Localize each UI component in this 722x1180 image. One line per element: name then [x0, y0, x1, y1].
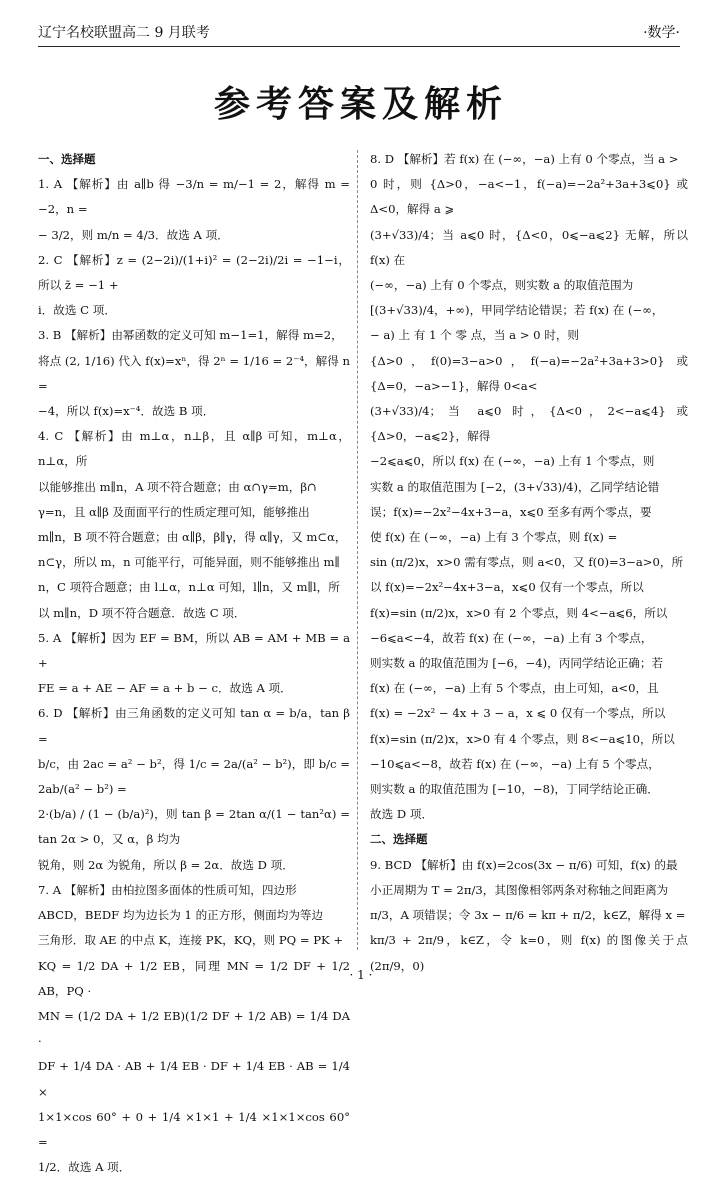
solution-line: 1×1×cos 60° + 0 + 1/4 ×1×1 + 1/4 ×1×1×cos 60° = — [38, 1109, 350, 1149]
solution-line: kπ/3 + 2π/9，k∈Z，令 k=0，则 f(x) 的图像关于点 (2π/9，0) — [370, 933, 688, 973]
solution-line: 9. BCD 【解析】由 f(x)=2cos(3x − π/6) 可知，f(x) 的最 — [370, 857, 678, 872]
solution-line: 则实数 a 的取值范围为 [−10，−8)，丁同学结论正确． — [370, 782, 659, 797]
solution-line: 实数 a 的取值范围为 [−2，(3+√33)/4)，乙同学结论错 — [370, 479, 660, 494]
solution-line: (3+√33)/4；当 a⩽0 时，{Δ<0，0⩽−a⩽2} 无解，所以 f(x) 在 — [370, 227, 688, 267]
solution-line: n，C 项符合题意；由 l⊥α，n⊥α 可知，l∥n，又 m∥l，所 — [38, 580, 340, 595]
section-title-multi: 二、选择题 — [370, 832, 428, 847]
solution-line: −6⩽a<−4，故若 f(x) 在 (−∞，−a) 上有 3 个零点， — [370, 630, 653, 645]
right-column — [370, 147, 688, 979]
solution-line: 3. B 【解析】由幂函数的定义可知 m−1=1，解得 m=2， — [38, 328, 343, 343]
solution-line: {Δ>0，f(0)=3−a>0，f(−a)=−2a²+3a+3>0} 或 {Δ=0，−a>−1}，解得 0<a< — [370, 353, 688, 393]
solution-line: f(x) 在 (−∞，−a) 上有 5 个零点，由上可知，a<0，且 — [370, 681, 659, 696]
solution-line: 三角形．取 AE 的中点 K，连接 PK，KQ，则 PQ = PK + — [38, 933, 344, 948]
solution-line: −2⩽a⩽0，所以 f(x) 在 (−∞，−a) 上有 1 个零点，则 — [370, 454, 655, 469]
solution-line: f(x)=sin (π/2)x，x>0 有 4 个零点，则 8<−a⩽10，所以 — [370, 731, 675, 746]
solution-line: γ=n，且 α∥β 及面面平行的性质定理可知，能够推出 — [38, 504, 310, 519]
solution-item — [38, 701, 350, 877]
solution-line: 则实数 a 的取值范围为 [−6，−4)，丙同学结论正确；若 — [370, 656, 664, 671]
solution-line: f(x) = −2x² − 4x + 3 − a，x ⩽ 0 仅有一个零点，所以 — [370, 706, 666, 721]
solution-line: 6. D 【解析】由三角函数的定义可知 tan α = b/a，tan β = — [38, 706, 350, 746]
solution-line: π/3，A 项错误；令 3x − π/6 = kπ + π/2，k∈Z，解得 x = — [370, 908, 686, 923]
solution-line: (3+√33)/4；当 a⩽0 时，{Δ<0，2<−a⩽4} 或 {Δ>0，−a⩽2}，解得 — [370, 404, 688, 444]
solution-line: 1/2．故选 A 项． — [38, 1160, 131, 1175]
solution-line: 2·(b/a) / (1 − (b/a)²)，则 tan β = 2tan α/(1 − tan²α) = tan 2α > 0，又 α，β 均为 — [38, 807, 350, 847]
solution-line: 将点 (2, 1/16) 代入 f(x)=xⁿ，得 2ⁿ = 1/16 = 2⁻⁴，解得 n = — [38, 353, 350, 393]
left-column — [38, 147, 350, 1180]
solution-item — [38, 172, 350, 248]
solution-line: f(x)=sin (π/2)x，x>0 有 2 个零点，则 4<−a⩽6，所以 — [370, 605, 668, 620]
solution-line: ABCD，BEDF 均为边长为 1 的正方形，侧面均为等边 — [38, 908, 324, 923]
solution-line: m∥n，B 项不符合题意；由 α∥β，β∥γ，得 α∥γ，又 m⊂α， — [38, 530, 347, 545]
solution-line: (−∞，−a) 上有 0 个零点，则实数 a 的取值范围为 — [370, 278, 634, 293]
page-title: 参考答案及解析 — [213, 84, 508, 125]
solution-line: 小正周期为 T = 2π/3，其图像相邻两条对称轴之间距离为 — [370, 882, 669, 897]
page-number: · 1 · — [349, 968, 373, 982]
solution-line: 0 时，则 {Δ>0，−a<−1，f(−a)=−2a²+3a+3⩽0} 或 Δ<0，解得 a ⩾ — [370, 177, 688, 217]
solution-line: 2. C 【解析】z = (2−2i)/(1+i)² = (2−2i)/2i = −1−i，所以 z̄ = −1 + — [38, 252, 350, 293]
solution-line: 误；f(x)=−2x²−4x+3−a，x⩽0 至多有两个零点，要 — [370, 504, 652, 519]
solution-line: − a) 上 有 1 个 零 点，当 a > 0 时，则 — [370, 328, 580, 343]
solution-line: 使 f(x) 在 (−∞，−a) 上有 3 个零点，则 f(x) = — [370, 530, 618, 545]
solution-line: 4. C 【解析】由 m⊥α，n⊥β，且 α∥β 可知，m⊥α，n⊥α，所 — [38, 429, 350, 469]
solution-item — [370, 853, 688, 979]
solution-item — [38, 248, 350, 324]
solution-line: 以 f(x)=−2x²−4x+3−a，x⩽0 仅有一个零点，所以 — [370, 580, 644, 595]
solution-line: 1. A 【解析】由 a∥b 得 −3/n = m/−1 = 2，解得 m = −2，n = — [38, 177, 350, 217]
solution-line: b/c，由 2ac = a² − b²，得 1/c = 2a/(a² − b²)，即 b/c = 2ab/(a² − b²) = — [38, 756, 350, 797]
solution-line: sin (π/2)x，x>0 需有零点，则 a<0，又 f(0)=3−a>0，所 — [370, 555, 684, 570]
page-header — [38, 14, 680, 47]
solution-line: n⊂γ，所以 m，n 可能平行，可能异面，则不能够推出 m∥ — [38, 555, 340, 570]
column-divider — [357, 150, 358, 950]
solution-line: MN = (1/2 DA + 1/2 EB)(1/2 DF + 1/2 AB) = 1/4 DA · — [38, 1008, 350, 1049]
solution-line: 8. D 【解析】若 f(x) 在 (−∞，−a) 上有 0 个零点，当 a > — [370, 152, 679, 166]
header-subject: ·数学· — [643, 25, 680, 41]
solution-line: 以能够推出 m∥n，A 项不符合题意；由 α∩γ=m，β∩ — [38, 479, 317, 494]
solution-line: 故选 D 项． — [370, 807, 434, 822]
solution-item — [38, 626, 350, 702]
solution-item — [370, 147, 688, 827]
solution-line: 5. A 【解析】因为 EF = BM，所以 AB = AM + MB = a + — [38, 630, 350, 671]
solution-item — [38, 323, 350, 424]
solution-line: 以 m∥n，D 项不符合题意．故选 C 项． — [38, 605, 246, 620]
solution-line: FE = a + AE − AF = a + b − c．故选 A 项． — [38, 681, 292, 696]
solution-line: 锐角，则 2α 为锐角，所以 β = 2α．故选 D 项． — [38, 857, 294, 872]
solution-line: KQ = 1/2 DA + 1/2 EB，同理 MN = 1/2 DF + 1/2 AB，PQ · — [38, 958, 350, 998]
solution-line: DF + 1/4 DA · AB + 1/4 EB · DF + 1/4 EB · AB = 1/4 × — [38, 1059, 350, 1099]
section-title-choice: 一、选择题 — [38, 152, 96, 166]
solution-line: [(3+√33)/4，+∞)，甲同学结论错误；若 f(x) 在 (−∞， — [370, 303, 664, 318]
solution-line: 7. A 【解析】由柏拉图多面体的性质可知，四边形 — [38, 882, 297, 897]
solution-line: − 3/2，则 m/n = 4/3．故选 A 项． — [38, 227, 229, 242]
solution-line: −4，所以 f(x)=x⁻⁴．故选 B 项． — [38, 404, 215, 419]
solution-line: −10⩽a<−8，故若 f(x) 在 (−∞，−a) 上有 5 个零点， — [370, 756, 660, 771]
solution-line: i．故选 C 项． — [38, 303, 116, 318]
solution-item — [38, 424, 350, 626]
header-exam-name: 辽宁名校联盟高二 9 月联考 — [38, 25, 210, 41]
solution-item — [38, 878, 350, 1180]
